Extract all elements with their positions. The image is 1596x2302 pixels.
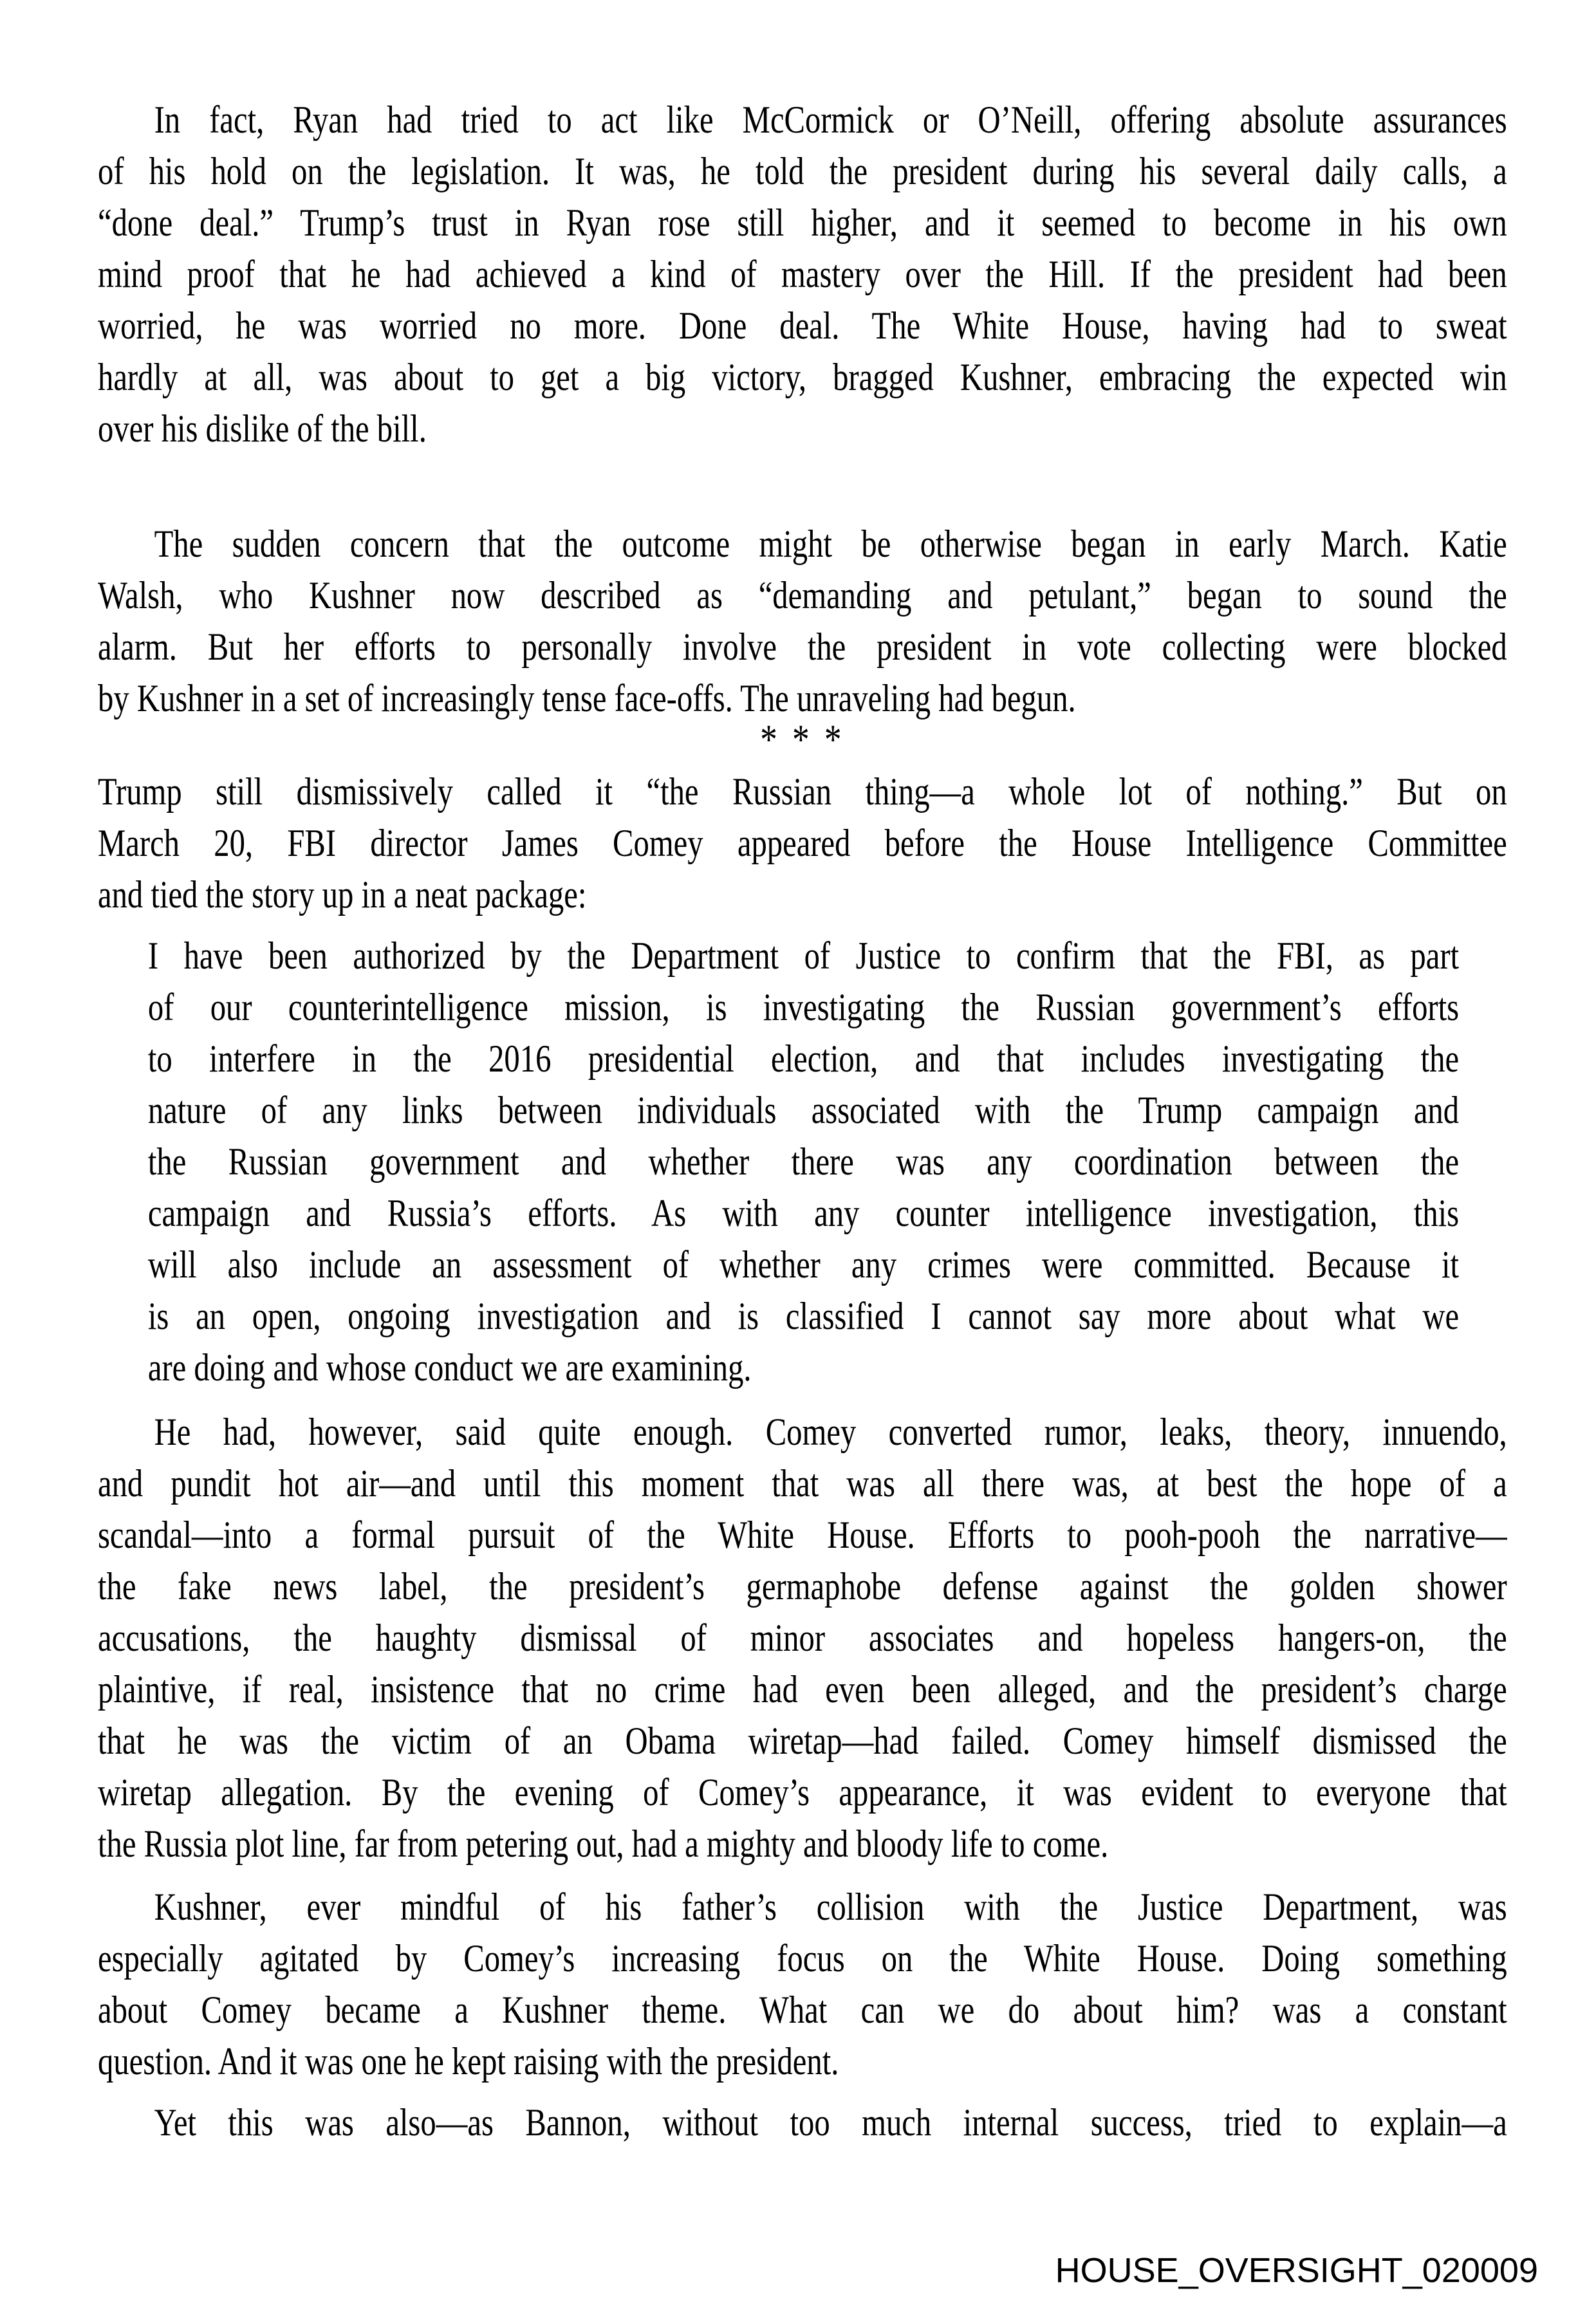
text-line: campaign and Russia’s efforts. As with any counter intelligence investigation, this — [147, 1192, 1460, 1234]
text-line: alarm. But her efforts to personally involve the president in vote collecting were blocked — [98, 626, 1507, 668]
text-line: Yet this was also—as Bannon, without too much internal success, tried to explain—a — [154, 2101, 1507, 2144]
text-line: mind proof that he had achieved a kind of mastery over the Hill. If the president had been — [98, 253, 1507, 295]
text-line: He had, however, said quite enough. Comey converted rumor, leaks, theory, innuendo, — [154, 1411, 1507, 1453]
paragraph — [98, 766, 1507, 920]
text-line: the fake news label, the president’s germaphobe defense against the golden shower — [98, 1565, 1507, 1608]
text-line: The sudden concern that the outcome might be otherwise began in early March. Katie — [154, 523, 1507, 565]
text-line: the Russia plot line, far from petering out, had a mighty and bloody life to come. — [98, 1823, 1109, 1865]
text-line: Trump still dismissively called it “the Russian thing—a whole lot of nothing.” But on — [98, 770, 1507, 813]
paragraph — [98, 518, 1507, 724]
text-line: and tied the story up in a neat package: — [98, 873, 587, 916]
paragraph — [98, 1406, 1507, 1870]
text-line: wiretap allegation. By the evening of Comey’s appearance, it was evident to everyone that — [98, 1771, 1507, 1814]
text-line: hardly at all, was about to get a big victory, bragged Kushner, embracing the expected win — [98, 356, 1507, 398]
text-line: Kushner, ever mindful of his father’s collision with the Justice Department, was — [154, 1886, 1507, 1928]
text-line: and pundit hot air—and until this moment that was all there was, at best the hope of a — [98, 1462, 1507, 1505]
text-line: to interfere in the 2016 presidential election, and that includes investigating the — [147, 1037, 1460, 1080]
text-line: of his hold on the legislation. It was, he told the president during his several daily calls, a — [98, 150, 1507, 192]
text-line: is an open, ongoing investigation and is classified I cannot say more about what we — [147, 1295, 1460, 1337]
text-line: especially agitated by Comey’s increasing focus on the White House. Doing something — [98, 1937, 1507, 1980]
text-line: plaintive, if real, insistence that no crime had even been alleged, and the president’s charge — [98, 1668, 1507, 1711]
text-line: accusations, the haughty dismissal of minor associates and hopeless hangers-on, the — [98, 1617, 1507, 1659]
text-line: the Russian government and whether there was any coordination between the — [147, 1140, 1460, 1183]
text-line: In fact, Ryan had tried to act like McCormick or O’Neill, offering absolute assurances — [154, 98, 1507, 141]
text-line: nature of any links between individuals associated with the Trump campaign and — [147, 1089, 1460, 1131]
paragraph — [98, 2097, 1507, 2148]
text-line: about Comey became a Kushner theme. What can we do about him? was a constant — [98, 1989, 1507, 2031]
paragraph — [98, 1881, 1507, 2087]
text-column-inner — [98, 94, 1507, 2148]
text-line: scandal—into a formal pursuit of the White House. Efforts to pooh-pooh the narrative— — [98, 1514, 1507, 1556]
text-line: Walsh, who Kushner now described as “demanding and petulant,” began to sound the — [98, 574, 1507, 617]
section-separator: * * * — [760, 716, 845, 763]
text-line: question. And it was one he kept raising with the president. — [98, 2040, 839, 2083]
text-line: worried, he was worried no more. Done deal. The White House, having had to sweat — [98, 304, 1507, 347]
block-quote — [98, 930, 1507, 1393]
text-column — [98, 94, 1507, 2148]
text-line: “done deal.” Trump’s trust in Ryan rose still higher, and it seemed to become in his own — [98, 201, 1507, 244]
text-line: are doing and whose conduct we are examining. — [147, 1346, 752, 1389]
text-line: over his dislike of the bill. — [98, 407, 427, 450]
text-line: that he was the victim of an Obama wiretap—had failed. Comey himself dismissed the — [98, 1720, 1507, 1762]
text-line: of our counterintelligence mission, is investigating the Russian government’s efforts — [147, 986, 1460, 1028]
bates-number: HOUSE_OVERSIGHT_020009 — [1055, 2251, 1538, 2290]
text-line: March 20, FBI director James Comey appeared before the House Intelligence Committee — [98, 822, 1507, 864]
text-line: I have been authorized by the Department of Justice to confirm that the FBI, as part — [147, 934, 1460, 977]
paragraph — [98, 94, 1507, 454]
text-line: will also include an assessment of whether any crimes were committed. Because it — [147, 1243, 1460, 1286]
text-line: by Kushner in a set of increasingly tense face-offs. The unraveling had begun. — [98, 677, 1076, 719]
